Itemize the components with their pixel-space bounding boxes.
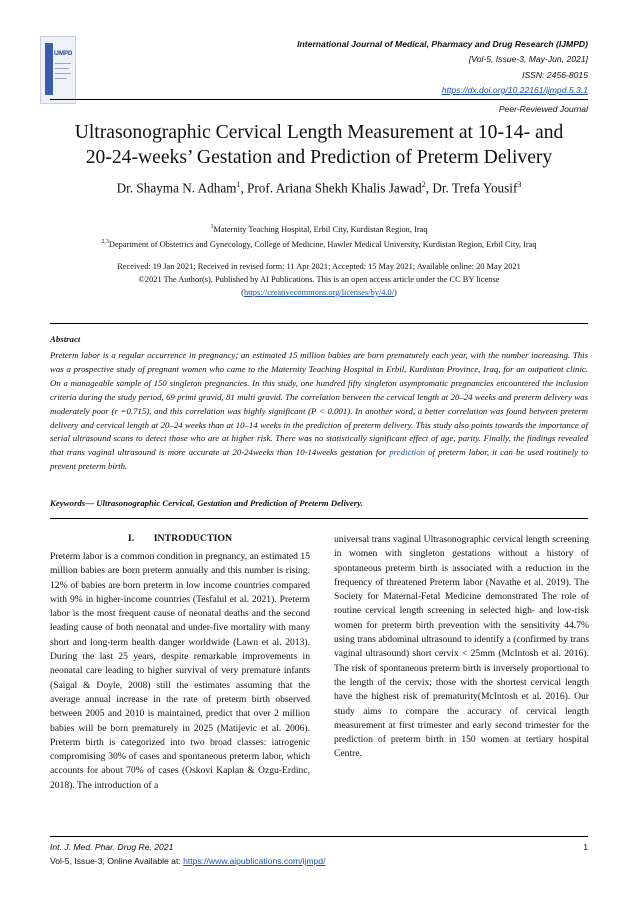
- prediction-link[interactable]: prediction: [389, 447, 426, 458]
- logo-stripe: [45, 43, 53, 95]
- abstract-body: Preterm labor is a regular occurrence in pregnancy; an estimated 15 million babies are born prematurely each year, with the number increasing. This was a prospective study of pregnant women who came to the Maternity Teaching Hospital in Erbil, Kurdistan Province, Iraq, for an outpatient clinic. On a manageable sample of 150 singleton pregnancies. In this study, one hundred fifty singleton asymptomatic pregnancies encountered the inclusion criteria during the study period, 69 primi gravid, 81 multi gravid. The correlation between the cervical length at 20–24 weeks and preterm delivery was moderately poor (r =0.715), and this correlation was highly significant (P < 0.001). In another word, a better correlation was found between preterm delivery and cervical length at 20–24 weeks than at 10–14 weeks in the prediction of preterm delivery. This study also points towards the importance of serial ultrasound scans to detect those who are at higher risk. There was no statistically significant effect of age, parity. Finally, the findings revealed that trans vaginal ultrasound is more accurate at 20-24weeks than 10-14weeks gestation for prediction of preterm labor, it can be used routinely to prevent preterm birth.: [50, 350, 589, 472]
- title-line-1: Ultrasonographic Cervical Length Measurement at 10-14- and: [74, 122, 564, 143]
- abstract-bottom-rule: [50, 518, 588, 519]
- page-number: 1: [583, 842, 588, 852]
- logo-text: IJMPD: [54, 51, 73, 57]
- footer-journal: Int. J. Med. Phar. Drug Re. 2021: [50, 842, 174, 852]
- footer-issue: Vol-5, Issue-3; Online Available at: https://www.aipublications.com/ijmpd/: [50, 856, 326, 866]
- journal-cover-logo: [40, 36, 76, 104]
- author-1: Dr. Shayma N. Adham: [116, 180, 237, 196]
- peer-reviewed-label: Peer-Reviewed Journal: [498, 104, 588, 114]
- issn: ISSN: 2456-8015: [522, 70, 588, 80]
- abstract-top-rule: [50, 323, 588, 324]
- affiliation-2: $^{2,3}$Department of Obstetrics and Gynecology, College of Medicine, Hawler Medical University, Kurdistan Region, Erbil City, Iraq: [101, 239, 537, 249]
- keywords: Keywords— Ultrasonographic Cervical, Gestation and Prediction of Preterm Delivery.: [50, 498, 363, 508]
- paper-title: [40, 120, 598, 170]
- header-rule: [50, 99, 588, 100]
- license-text: ©2021 The Author(s). Published by AI Publications. This is an open access article under the CC BY license: [138, 275, 500, 284]
- footer-url-link[interactable]: https://www.aipublications.com/ijmpd/: [183, 856, 326, 866]
- footer-rule: [50, 836, 588, 837]
- section-heading-introduction: I. INTRODUCTION: [127, 533, 233, 544]
- license-link[interactable]: https://creativecommons.org/licenses/by/4.0/: [243, 288, 395, 297]
- volume-issue: [Vol-5, Issue-3, May-Jun, 2021]: [468, 54, 588, 64]
- author-3: Dr. Trefa Yousif: [432, 180, 518, 196]
- title-line-2: 20-24-weeks’ Gestation and Prediction of Preterm Delivery: [85, 147, 553, 168]
- intro-right-column: universal trans vaginal Ultrasonographic cervical length screening in women with singleton gestations without a history of spontaneous preterm birth is associated with a reduction in the frequency of threatened Preterm labor (Navathe et al. 2019). The Society for Maternal-Fetal Medicine demonstrated The role of routine cervical length screening in selected high- and low-risk women for preterm birth prevention with the sensitivity 44.7% using trans abdominal ultrasound to identify a (confirmed by trans vaginal ultrasound) short cervix < 25mm (McIntosh et al. 2016). The risk of spontaneous preterm birth is inversely proportional to the length of the cervix; those with the shortest cervical length have the highest risk of prematurity(McIntosh et al. 2016). Our study aims to compare the accuracy of cervical length measurement at first trimester and early second trimester for the prediction of preterm birth in 150 women at tertiary hospital Centre.: [334, 534, 589, 760]
- journal-name: International Journal of Medical, Pharmacy and Drug Research (IJMPD): [297, 39, 588, 49]
- author-list: Dr. Shayma N. Adham$^1$, Prof. Ariana Shekh Khalis Jawad$^2$, Dr. Trefa Yousif$^3$: [116, 180, 522, 196]
- doi-link[interactable]: https://dx.doi.org/10.22161/ijmpd.5.3.1: [441, 85, 588, 95]
- author-2: Prof. Ariana Shekh Khalis Jawad: [247, 180, 422, 196]
- abstract-heading: Abstract: [50, 334, 81, 344]
- article-dates: Received: 19 Jan 2021; Received in revised form: 11 Apr 2021; Accepted: 15 May 2021; Available online: 20 May 2021: [117, 262, 521, 271]
- license-url-line: (https://creativecommons.org/licenses/by/4.0/): [241, 288, 397, 297]
- affiliation-1: $^1$Maternity Teaching Hospital, Erbil City, Kurdistan Region, Iraq: [210, 224, 428, 234]
- intro-left-column: Preterm labor is a common condition in pregnancy, an estimated 15 million babies are born preterm annually and this number is rising. 12% of babies are born preterm in low income countries compared with 9% in higher-income countries (Tesfalul et al. 2021). Preterm labor is the most frequent cause of neonatal deaths and the second leading cause of both neonatal and under-five mortality with many short and long-term health danger worldwide (Lawn et al. 2013). During the last 25 years, despite remarkable improvements in neonatal care leading to higher survival of very premature infants (Saigal & Doyle, 2008) still the estimates assuming that the average annual increase in the rate of preterm birth observed between 2005 and 2010 is maintained, predict that over 2 million babies will be born prematurely in 2025 (Matijevic et al. 2006). Preterm birth is categorized into two broad classes: iatrogenic compromising 30% of cases and spontaneous preterm labor, which accounts for about 70% of cases (Oskovi Kaplan & Ozgu-Erdinc, 2018). The introduction of a: [50, 551, 310, 791]
